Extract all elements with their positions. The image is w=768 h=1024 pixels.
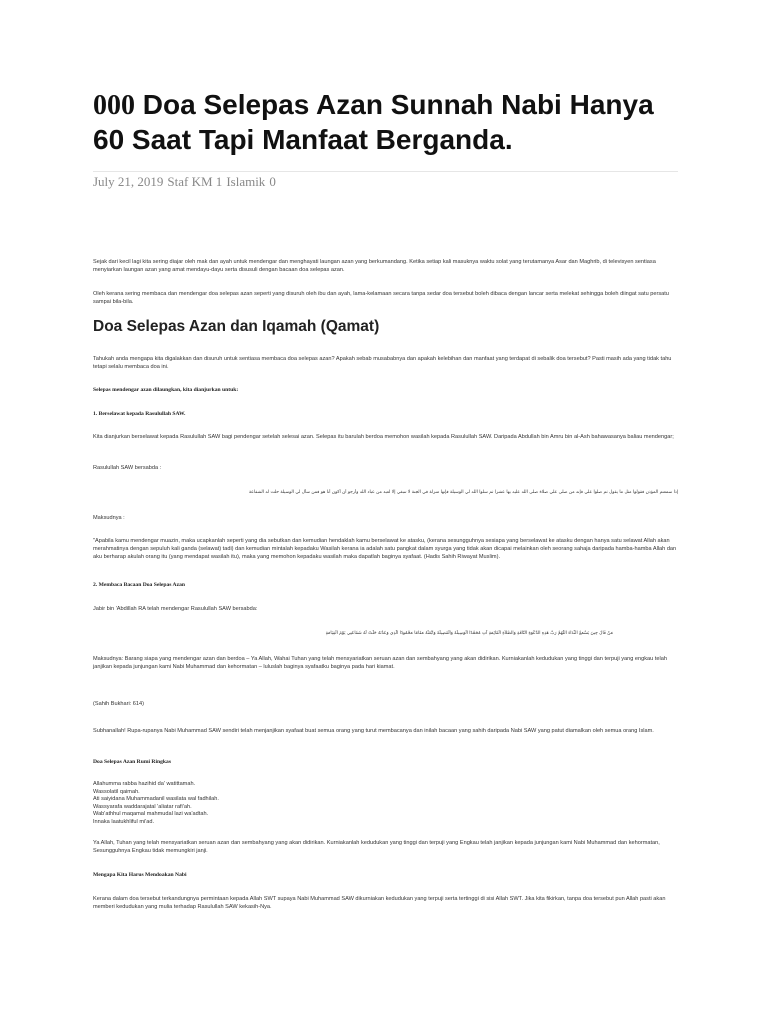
comment-count[interactable]: 0 <box>269 174 276 189</box>
post-author[interactable]: Staf KM 1 <box>167 174 223 189</box>
rumi-line: Wassolatil qaimah. <box>93 788 140 795</box>
rumi-doa-lines <box>93 781 678 826</box>
rumi-line: Wassyarafa waddarajatal 'aliatar rafi'ah. <box>93 803 192 810</box>
paragraph: Tahukah anda mengapa kita digalakkan dan disuruh untuk sentiasa membaca doa selepas azan? Apakah sebab musababnya dan apakah kelebihan dan manfaat yang terdapat di sebalik doa tersebut? Pasti masih ada yang tidak tahu tetapi selalu membaca doa ini. <box>93 356 672 370</box>
title-prefix: 000 <box>93 90 135 121</box>
paragraph: Sejak dari kecil lagi kita sering diajar oleh mak dan ayah untuk mendengar dan menghayati laungan azan yang berkumandang. Ketika setiap kali masuknya waktu solat yang terutamanya Asar dan Maghrib, di televisyen sentiasa menyiarkan laungan azan yang amat mendayu-dayu serta disusuli dengan bacaan doa selepas azan. <box>93 259 656 273</box>
title-text: Doa Selepas Azan Sunnah Nabi Hanya 60 Saat Tapi Manfaat Berganda. <box>93 89 654 155</box>
article-title <box>93 88 678 157</box>
article-meta <box>93 174 678 196</box>
paragraph: Kita dianjurkan berselawat kepada Rasulullah SAW bagi pendengar setelah selesai azan. Selepas itu barulah berdoa memohon wasilah kepada Rasulullah SAW. Daripada Abdullah bin Amru bin al-Ash bahawasanya baliau mendengar; <box>93 434 674 440</box>
rumi-line: Innaka laatukhliful mi'ad. <box>93 818 155 825</box>
bold-subheading: 1. Berselawat kepada Rasulullah SAW. <box>93 411 186 417</box>
post-date[interactable]: July 21, 2019 <box>93 174 164 189</box>
paragraph: Maksudnya: Barang siapa yang mendengar azan dan berdoa – Ya Allah, Wahai Tuhan yang telah mensyariatkan seruan azan dan sembahyang yang akan didirikan. Kurniakanlah kedudukan yang tinggi dan terpuji yang engkau telah janjikan kepada junjungan kami Nabi Muhammad dan kehormatan – luluslah baginya syafaatku baginya pada hari kiamat. <box>93 656 667 670</box>
bold-subheading: 2. Membaca Bacaan Doa Selepas Azan <box>93 582 185 588</box>
paragraph: Kerana dalam doa tersebut terkandungnya permintaan kepada Allah SWT supaya Nabi Muhammad SAW dikurniakan kedudukan yang terpuji serta tertinggi di sisi Allah SWT. Jika kita fikirkan, tanpa doa tersebut pun Allah pasti akan memberi kedudukan yang mulia terhadap Rasulullah SAW kekasih-Nya. <box>93 896 666 910</box>
rumi-line: Allahumma rabba hazihid da' watittamah. <box>93 781 196 787</box>
paragraph: Subhanallah! Rupa-rupanya Nabi Muhammad SAW sendiri telah menjanjikan syafaat buat semua orang yang turut membacanya dan inilah bacaan yang sahih daripada Nabi SAW yang patut diamalkan oleh semua orang Islam. <box>93 728 654 734</box>
paragraph: Oleh kerana sering membaca dan mendengar doa selepas azan seperti yang disuruh oleh ibu dan ayah, lama-kelamaan secara tanpa sedar doa tersebut boleh dibaca dengan lancar serta melekat sehingga boleh diingat satu persatu sampai bila-bila. <box>93 291 669 305</box>
section-heading: Doa Selepas Azan dan Iqamah (Qamat) <box>93 318 380 335</box>
post-category[interactable]: Islamik <box>226 174 266 189</box>
rumi-line: Ati saiyidana Muhammadanil wasilata wal fadhilah. <box>93 796 219 802</box>
arabic-doa: مَنْ قَالَ حِينَ يَسْمَعُ النِّدَاءَ اللَّهُمَّ رَبَّ هَذِهِ الدَّعْوَةِ التَّامَّةِ وَالصَّلاَةِ الْقَائِمَةِ آتِ مُحَمَّدًا الْوَسِيلَةَ وَالْفَضِيلَةَ وَابْعَثْهُ مَقَامًا مَحْمُودًا الَّذِي وَعَدْتَهُ حَلَّتْ لَهُ شَفَاعَتِي يَوْمَ الْقِيَامَةِ <box>325 631 613 636</box>
paragraph: (Sahih Bukhari: 614) <box>93 701 144 707</box>
bold-subheading: Doa Selepas Azan Rumi Ringkas <box>93 759 172 765</box>
paragraph: "Apabila kamu mendengar muazin, maka ucapkanlah seperti yang dia sebutkan dan kemudian hendaklah kamu berselawat ke atasku, (kerana sesungguhnya sesiapa yang berselawat ke atasku dengan hanya satu selawat Allah akan merahmatinya dengan sepuluh kali ganda (selawat) tadi) dan kemudian mintalah kepadaku Wasilah kerana ia adalah satu pangkat dalam syurga yang tidak akan dicapai melainkan oleh seorang sahaja daripada hamba-hamba Allah dan aku berharap akulah orang itu (yang mendapat wasilah itu), maka yang memohon kepadaku wasilah maka dapatlah baginya syafaat. (Hadis Sahih Riwayat Muslim). <box>93 538 677 560</box>
divider <box>93 171 678 172</box>
rumi-line: Wab'athhul maqamal mahmudal lazi wa'adtah. <box>93 811 209 817</box>
bold-subheading: Mengapa Kita Harus Mendoakan Nabi <box>93 872 187 878</box>
paragraph: Jabir bin 'Abdillah RA telah mendengar Rasulullah SAW bersabda: <box>93 606 258 612</box>
paragraph: Rasulullah SAW bersabda : <box>93 465 162 471</box>
paragraph: Maksudnya : <box>93 515 125 521</box>
arabic-hadith: إذا سمعتم المؤذن فقولوا مثل ما يقول ثم صلوا علي فإنه من صلى علي صلاة صلى الله عليه بها عشرا ثم سلوا الله لي الوسيلة فإنها منزلة في الجنة لا تنبغي إلا لعبد من عباد الله وأرجو أن أكون أنا هو فمن سأل لي الوسيلة حلت له الشفاعة <box>248 490 678 495</box>
bold-subheading: Selepas mendengar azan dilaungkan, kita dianjurkan untuk: <box>93 387 239 393</box>
paragraph: Ya Allah, Tuhan yang telah mensyariatkan seruan azan dan sembahyang yang akan didirikan. Kurniakanlah kedudukan yang tinggi dan terpuji yang Engkau telah janjikan kepada junjungan kami Nabi Muhammad dan kehormatan, Sesungguhnya Engkau tidak memungkiri janji. <box>93 840 660 854</box>
